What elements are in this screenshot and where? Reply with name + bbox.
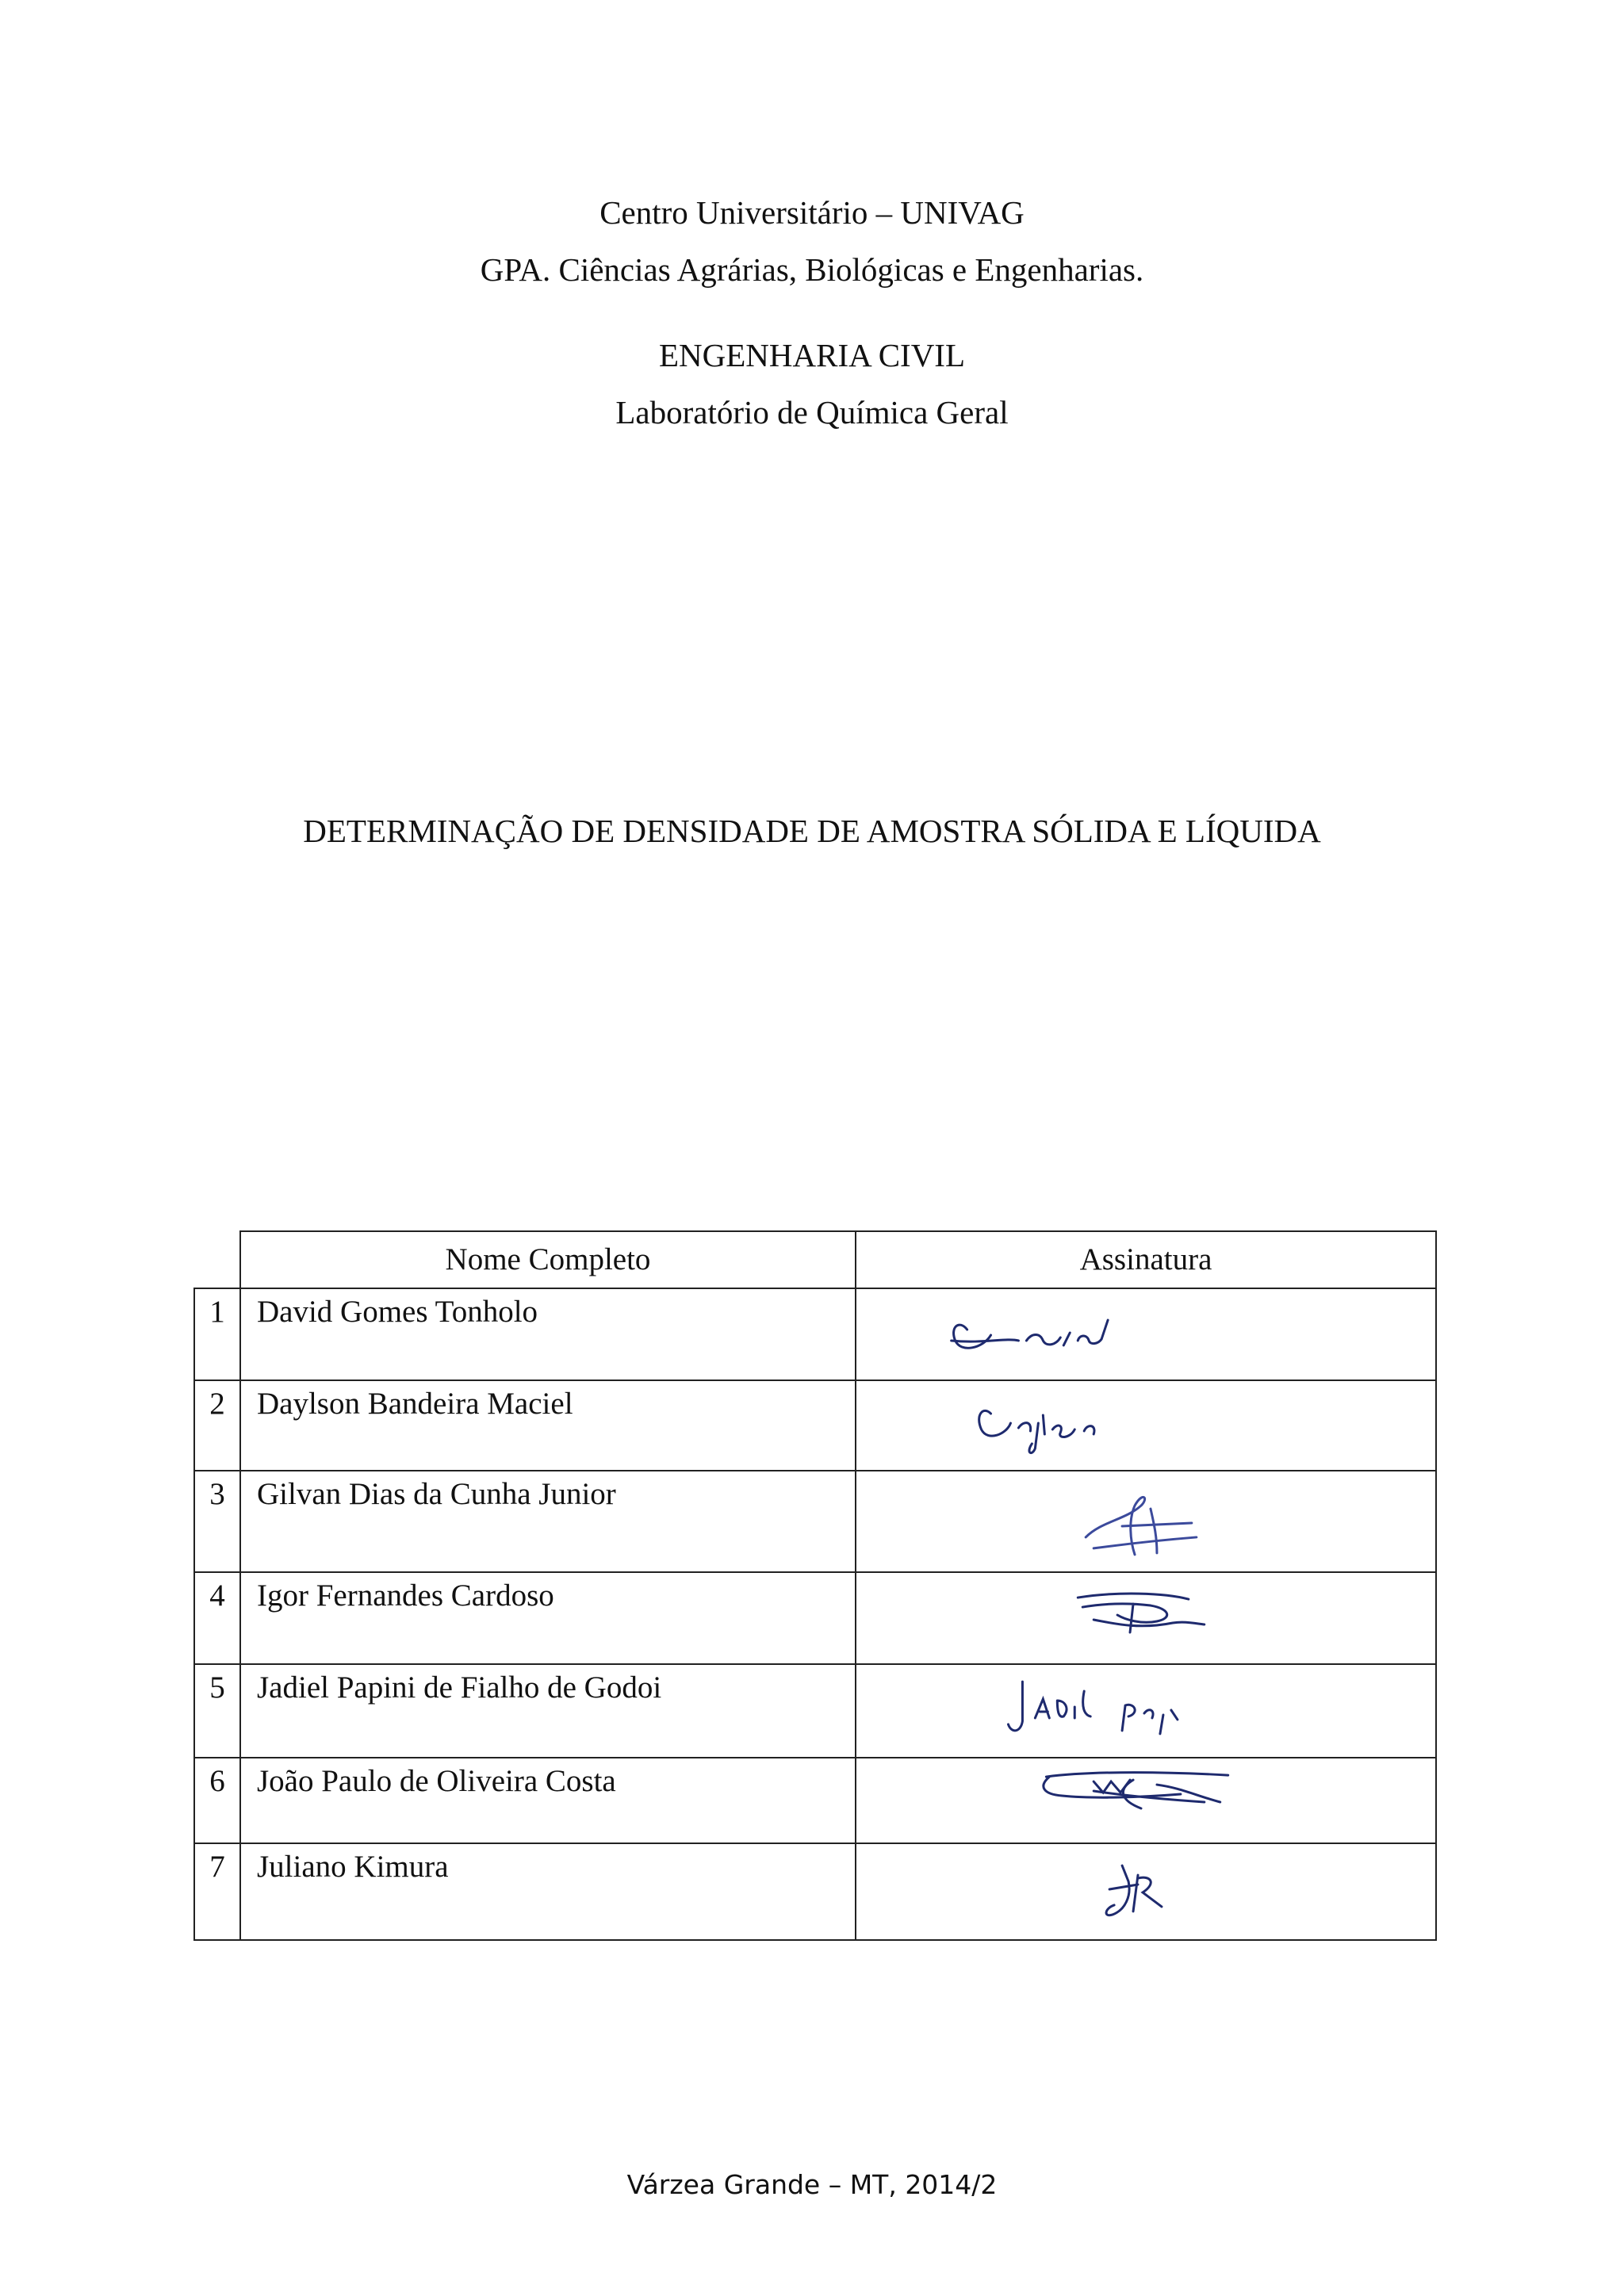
column-header-signature: Assinatura bbox=[856, 1231, 1436, 1288]
signature-image bbox=[856, 1844, 1435, 1939]
signature-image bbox=[856, 1573, 1435, 1663]
table-row bbox=[194, 1843, 1436, 1940]
table-row bbox=[194, 1758, 1436, 1843]
signature-image bbox=[856, 1758, 1435, 1843]
header-empty-cell bbox=[194, 1231, 240, 1288]
table-row bbox=[194, 1288, 1436, 1380]
signature-image bbox=[856, 1289, 1435, 1380]
institution-name: Centro Universitário – UNIVAG bbox=[599, 194, 1025, 231]
member-name: Jadiel Papini de Fialho de Godoi bbox=[240, 1664, 856, 1758]
row-number: 4 bbox=[194, 1572, 240, 1664]
row-number: 7 bbox=[194, 1843, 240, 1940]
row-number: 5 bbox=[194, 1664, 240, 1758]
table-row bbox=[194, 1572, 1436, 1664]
signature-image bbox=[856, 1471, 1435, 1571]
signature-cell bbox=[856, 1471, 1436, 1572]
member-name: Gilvan Dias da Cunha Junior bbox=[240, 1471, 856, 1572]
column-header-name: Nome Completo bbox=[240, 1231, 856, 1288]
table-row bbox=[194, 1664, 1436, 1758]
signature-image bbox=[856, 1665, 1435, 1757]
document-title: DETERMINAÇÃO DE DENSIDADE DE AMOSTRA SÓLIDA E LÍQUIDA bbox=[303, 813, 1321, 849]
signature-cell bbox=[856, 1288, 1436, 1380]
member-name: Igor Fernandes Cardoso bbox=[240, 1572, 856, 1664]
header bbox=[0, 184, 1624, 441]
member-name: Juliano Kimura bbox=[240, 1843, 856, 1940]
signature-cell bbox=[856, 1758, 1436, 1843]
table-row bbox=[194, 1471, 1436, 1572]
row-number: 6 bbox=[194, 1758, 240, 1843]
signature-cell bbox=[856, 1380, 1436, 1471]
row-number: 2 bbox=[194, 1380, 240, 1471]
signature-cell bbox=[856, 1843, 1436, 1940]
table-row bbox=[194, 1380, 1436, 1471]
signature-image bbox=[856, 1381, 1435, 1470]
footer-location-date: Várzea Grande – MT, 2014/2 bbox=[626, 2169, 998, 2200]
signature-cell bbox=[856, 1572, 1436, 1664]
member-name: Daylson Bandeira Maciel bbox=[240, 1380, 856, 1471]
signature-cell bbox=[856, 1664, 1436, 1758]
member-name: João Paulo de Oliveira Costa bbox=[240, 1758, 856, 1843]
member-name: David Gomes Tonholo bbox=[240, 1288, 856, 1380]
members-table bbox=[193, 1230, 1437, 1941]
lab-name: Laboratório de Química Geral bbox=[615, 394, 1009, 430]
row-number: 1 bbox=[194, 1288, 240, 1380]
course-name: ENGENHARIA CIVIL bbox=[658, 337, 966, 373]
row-number: 3 bbox=[194, 1471, 240, 1572]
department-name: GPA. Ciências Agrárias, Biológicas e Engenharias. bbox=[480, 251, 1144, 288]
